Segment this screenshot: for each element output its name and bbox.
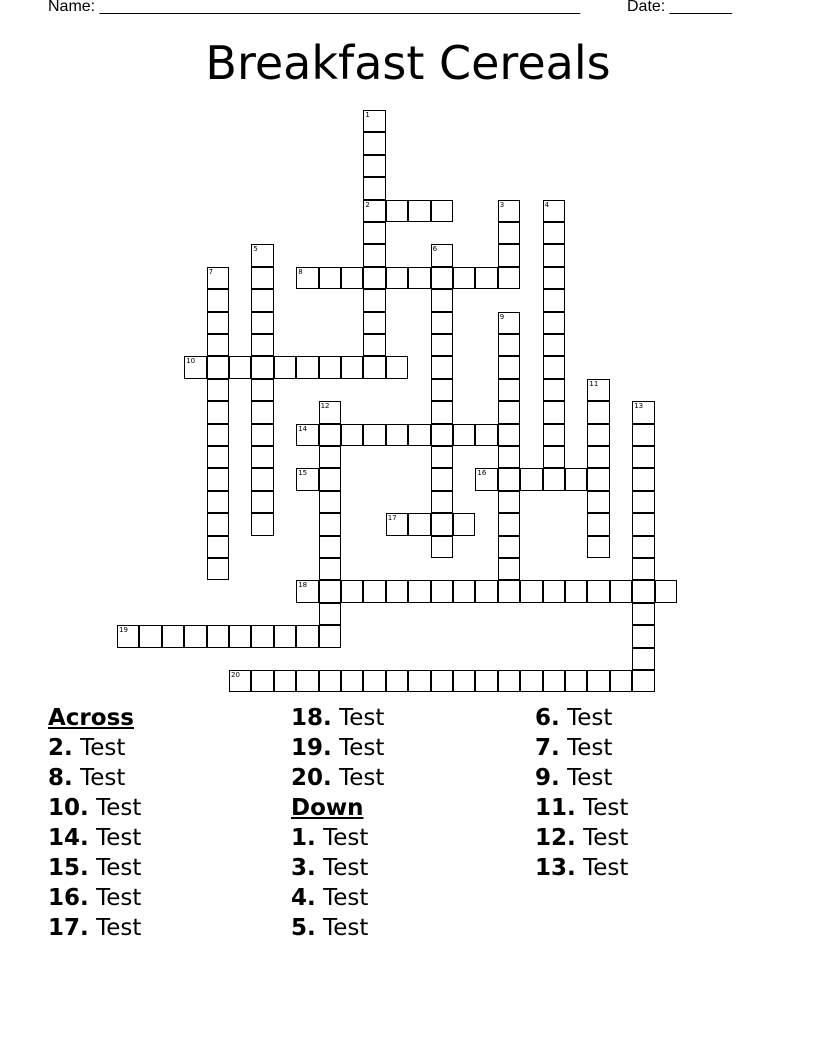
grid-cell[interactable] xyxy=(498,468,520,490)
grid-cell[interactable] xyxy=(632,424,654,446)
grid-cell[interactable] xyxy=(543,334,565,356)
grid-cell[interactable] xyxy=(274,625,296,647)
grid-cell[interactable] xyxy=(319,670,341,692)
grid-cell[interactable] xyxy=(632,446,654,468)
grid-cell[interactable] xyxy=(431,536,453,558)
grid-cell[interactable] xyxy=(296,468,318,490)
grid-cell[interactable] xyxy=(543,401,565,423)
clue-number-label: 9 xyxy=(499,312,505,321)
grid-cell[interactable] xyxy=(498,536,520,558)
clue-number: 7. xyxy=(535,735,560,761)
grid-cell[interactable] xyxy=(543,244,565,266)
page-title: Breakfast Cereals xyxy=(205,36,611,90)
grid-cell[interactable] xyxy=(587,401,609,423)
grid-cell[interactable] xyxy=(543,356,565,378)
clue-text: Test xyxy=(323,915,369,941)
grid-cell[interactable] xyxy=(498,312,520,334)
clue-item xyxy=(291,703,384,733)
grid-cell[interactable] xyxy=(610,670,632,692)
clue-text: Test xyxy=(323,885,369,911)
grid-cell[interactable] xyxy=(184,356,206,378)
grid-cell[interactable] xyxy=(386,513,408,535)
clue-number: 17. xyxy=(48,915,89,941)
grid-cell[interactable] xyxy=(632,558,654,580)
grid-cell[interactable] xyxy=(408,513,430,535)
grid-cell[interactable] xyxy=(498,446,520,468)
clue-number-label: 11 xyxy=(589,379,599,388)
grid-cell[interactable] xyxy=(207,558,229,580)
grid-cell[interactable] xyxy=(251,625,273,647)
grid-cell[interactable] xyxy=(587,468,609,490)
grid-cell[interactable] xyxy=(341,424,363,446)
grid-cell[interactable] xyxy=(207,468,229,490)
grid-cell[interactable] xyxy=(296,580,318,602)
clue-text: Test xyxy=(339,735,385,761)
grid-cell[interactable] xyxy=(319,446,341,468)
grid-cell[interactable] xyxy=(319,558,341,580)
clue-text: Test xyxy=(323,825,369,851)
grid-cell[interactable] xyxy=(363,244,385,266)
grid-cell[interactable] xyxy=(543,312,565,334)
grid-cell[interactable] xyxy=(408,580,430,602)
clue-text: Test xyxy=(96,855,142,881)
grid-cell[interactable] xyxy=(251,513,273,535)
grid-cell[interactable] xyxy=(363,670,385,692)
clue-item xyxy=(535,793,628,823)
grid-cell[interactable] xyxy=(543,446,565,468)
grid-cell[interactable] xyxy=(162,625,184,647)
grid-cell[interactable] xyxy=(296,670,318,692)
grid-cell[interactable] xyxy=(498,424,520,446)
clue-text: Test xyxy=(583,855,629,881)
grid-cell[interactable] xyxy=(319,491,341,513)
grid-cell[interactable] xyxy=(207,356,229,378)
clue-number-label: 3 xyxy=(499,200,505,209)
across-heading: Across xyxy=(48,705,134,731)
clue-text: Test xyxy=(567,705,613,731)
grid-cell[interactable] xyxy=(498,558,520,580)
clue-number-label: 1 xyxy=(365,111,370,119)
clue-item xyxy=(291,853,384,883)
grid-cell[interactable] xyxy=(408,200,430,222)
grid-cell[interactable] xyxy=(453,424,475,446)
grid-cell[interactable] xyxy=(498,244,520,266)
grid-cell[interactable] xyxy=(498,379,520,401)
grid-cell[interactable] xyxy=(565,670,587,692)
grid-cell[interactable] xyxy=(117,625,139,647)
clue-item xyxy=(291,733,384,763)
grid-cell[interactable] xyxy=(319,424,341,446)
grid-cell[interactable] xyxy=(229,356,251,378)
grid-cell[interactable] xyxy=(632,513,654,535)
name-field-label: Name: ______________________________________________________ xyxy=(48,0,581,15)
grid-cell[interactable] xyxy=(251,334,273,356)
grid-cell[interactable] xyxy=(207,312,229,334)
grid-cell[interactable] xyxy=(431,670,453,692)
grid-cell[interactable] xyxy=(296,356,318,378)
grid-cell[interactable] xyxy=(139,625,161,647)
clue-item xyxy=(48,763,141,793)
grid-cell[interactable] xyxy=(565,580,587,602)
grid-cell[interactable] xyxy=(475,580,497,602)
grid-cell[interactable] xyxy=(363,312,385,334)
clue-number-label: 15 xyxy=(298,469,308,478)
grid-cell[interactable] xyxy=(207,401,229,423)
grid-cell[interactable] xyxy=(207,446,229,468)
grid-cell[interactable] xyxy=(207,536,229,558)
clue-item xyxy=(48,793,141,823)
grid-cell[interactable] xyxy=(207,379,229,401)
grid-cell[interactable] xyxy=(319,513,341,535)
clue-number-label: 13 xyxy=(634,402,644,411)
clue-number: 12. xyxy=(535,825,576,851)
grid-cell[interactable] xyxy=(431,289,453,311)
grid-cell[interactable] xyxy=(363,334,385,356)
clue-number-label: 14 xyxy=(298,424,308,433)
clue-item xyxy=(535,703,628,733)
clue-number: 9. xyxy=(535,765,560,791)
grid-cell[interactable] xyxy=(296,625,318,647)
clue-number: 4. xyxy=(291,885,316,911)
clue-number: 11. xyxy=(535,795,576,821)
clue-item xyxy=(291,823,384,853)
grid-cell[interactable] xyxy=(587,446,609,468)
grid-cell[interactable] xyxy=(363,289,385,311)
clue-number: 13. xyxy=(535,855,576,881)
clue-number: 10. xyxy=(48,795,89,821)
grid-cell[interactable] xyxy=(251,468,273,490)
clue-number: 1. xyxy=(291,825,316,851)
grid-cell[interactable] xyxy=(207,334,229,356)
grid-cell[interactable] xyxy=(520,670,542,692)
grid-cell[interactable] xyxy=(498,491,520,513)
grid-cell[interactable] xyxy=(319,401,341,423)
grid-cell[interactable] xyxy=(543,670,565,692)
grid-cell[interactable] xyxy=(498,401,520,423)
grid-cell[interactable] xyxy=(229,625,251,647)
clue-item xyxy=(48,733,141,763)
grid-cell[interactable] xyxy=(475,267,497,289)
clue-number: 6. xyxy=(535,705,560,731)
clue-text: Test xyxy=(583,795,629,821)
grid-cell[interactable] xyxy=(296,267,318,289)
grid-cell[interactable] xyxy=(543,267,565,289)
grid-cell[interactable] xyxy=(363,267,385,289)
clue-item xyxy=(48,883,141,913)
grid-cell[interactable] xyxy=(520,580,542,602)
grid-cell[interactable] xyxy=(431,244,453,266)
grid-cell[interactable] xyxy=(363,177,385,199)
grid-cell[interactable] xyxy=(319,536,341,558)
grid-cell[interactable] xyxy=(431,312,453,334)
clue-number-label: 6 xyxy=(432,245,438,254)
clue-number-label: 17 xyxy=(387,514,397,523)
clue-number-label: 5 xyxy=(253,245,258,254)
clue-number: 19. xyxy=(291,735,332,761)
clue-item xyxy=(291,763,384,793)
clue-number-label: 2 xyxy=(365,200,370,209)
grid-cell[interactable] xyxy=(431,401,453,423)
grid-cell[interactable] xyxy=(587,491,609,513)
clue-text: Test xyxy=(583,825,629,851)
grid-cell[interactable] xyxy=(565,468,587,490)
grid-cell[interactable] xyxy=(207,491,229,513)
grid-cell[interactable] xyxy=(498,334,520,356)
grid-cell[interactable] xyxy=(184,625,206,647)
grid-cell[interactable] xyxy=(251,446,273,468)
grid-cell[interactable] xyxy=(408,267,430,289)
grid-cell[interactable] xyxy=(251,424,273,446)
grid-cell[interactable] xyxy=(251,312,273,334)
grid-cell[interactable] xyxy=(632,670,654,692)
grid-cell[interactable] xyxy=(632,401,654,423)
grid-cell[interactable] xyxy=(520,468,542,490)
grid-cell[interactable] xyxy=(319,356,341,378)
grid-cell[interactable] xyxy=(363,356,385,378)
grid-cell[interactable] xyxy=(475,468,497,490)
grid-cell[interactable] xyxy=(363,132,385,154)
grid-cell[interactable] xyxy=(408,670,430,692)
grid-cell[interactable] xyxy=(587,513,609,535)
grid-cell[interactable] xyxy=(543,580,565,602)
clue-number-label: 8 xyxy=(298,267,303,276)
clue-text: Test xyxy=(567,735,613,761)
grid-cell[interactable] xyxy=(251,379,273,401)
grid-cell[interactable] xyxy=(363,200,385,222)
clue-item xyxy=(291,913,384,943)
grid-cell[interactable] xyxy=(498,222,520,244)
grid-cell[interactable] xyxy=(632,468,654,490)
grid-cell[interactable] xyxy=(251,401,273,423)
grid-cell[interactable] xyxy=(251,267,273,289)
grid-cell[interactable] xyxy=(587,670,609,692)
clue-column-2 xyxy=(291,703,384,943)
grid-cell[interactable] xyxy=(632,580,654,602)
grid-cell[interactable] xyxy=(431,580,453,602)
grid-cell[interactable] xyxy=(498,200,520,222)
clue-item xyxy=(48,823,141,853)
grid-cell[interactable] xyxy=(498,513,520,535)
grid-cell[interactable] xyxy=(229,670,251,692)
grid-cell[interactable] xyxy=(274,670,296,692)
clue-text: Test xyxy=(96,795,142,821)
grid-cell[interactable] xyxy=(319,267,341,289)
clue-number-label: 18 xyxy=(298,581,308,590)
clue-number-label: 7 xyxy=(208,267,214,276)
grid-cell[interactable] xyxy=(319,603,341,625)
grid-cell[interactable] xyxy=(431,379,453,401)
clue-text: Test xyxy=(323,855,369,881)
clue-number: 14. xyxy=(48,825,89,851)
grid-cell[interactable] xyxy=(207,625,229,647)
clue-number-label: 16 xyxy=(477,469,487,478)
grid-cell[interactable] xyxy=(475,424,497,446)
grid-cell[interactable] xyxy=(610,580,632,602)
grid-cell[interactable] xyxy=(251,244,273,266)
grid-cell[interactable] xyxy=(386,580,408,602)
grid-cell[interactable] xyxy=(296,424,318,446)
grid-cell[interactable] xyxy=(274,356,296,378)
grid-cell[interactable] xyxy=(543,468,565,490)
grid-cell[interactable] xyxy=(431,267,453,289)
grid-cell[interactable] xyxy=(251,491,273,513)
grid-cell[interactable] xyxy=(475,670,497,692)
grid-cell[interactable] xyxy=(431,446,453,468)
grid-cell[interactable] xyxy=(632,648,654,670)
grid-cell[interactable] xyxy=(363,110,385,132)
clue-number: 18. xyxy=(291,705,332,731)
clue-number: 20. xyxy=(291,765,332,791)
grid-cell[interactable] xyxy=(251,670,273,692)
clue-number-label: 19 xyxy=(119,626,128,635)
grid-cell[interactable] xyxy=(543,424,565,446)
clue-item xyxy=(48,913,141,943)
grid-cell[interactable] xyxy=(543,289,565,311)
clue-number: 5. xyxy=(291,915,316,941)
grid-cell[interactable] xyxy=(431,424,453,446)
clue-text: Test xyxy=(96,915,142,941)
grid-cell[interactable] xyxy=(498,580,520,602)
clue-number: 15. xyxy=(48,855,89,881)
grid-cell[interactable] xyxy=(632,536,654,558)
clue-text: Test xyxy=(80,765,126,791)
grid-cell[interactable] xyxy=(498,267,520,289)
clue-number-label: 4 xyxy=(544,200,550,209)
grid-cell[interactable] xyxy=(341,356,363,378)
clue-number-label: 12 xyxy=(320,402,330,411)
grid-cell[interactable] xyxy=(386,356,408,378)
grid-cell[interactable] xyxy=(632,603,654,625)
grid-cell[interactable] xyxy=(386,670,408,692)
grid-cell[interactable] xyxy=(543,222,565,244)
grid-cell[interactable] xyxy=(251,289,273,311)
clue-number: 16. xyxy=(48,885,89,911)
clue-text: Test xyxy=(339,765,385,791)
grid-cell[interactable] xyxy=(319,625,341,647)
grid-cell[interactable] xyxy=(453,267,475,289)
grid-cell[interactable] xyxy=(498,356,520,378)
clue-text: Test xyxy=(567,765,613,791)
grid-cell[interactable] xyxy=(319,468,341,490)
grid-cell[interactable] xyxy=(341,267,363,289)
grid-cell[interactable] xyxy=(408,424,430,446)
grid-cell[interactable] xyxy=(431,356,453,378)
clue-text: Test xyxy=(80,735,126,761)
clue-text: Test xyxy=(339,705,385,731)
clue-number: 2. xyxy=(48,735,73,761)
grid-cell[interactable] xyxy=(431,334,453,356)
clue-item xyxy=(535,733,628,763)
grid-cell[interactable] xyxy=(587,424,609,446)
clue-text: Test xyxy=(96,885,142,911)
grid-cell[interactable] xyxy=(251,356,273,378)
grid-cell[interactable] xyxy=(632,625,654,647)
clue-number-label: 20 xyxy=(231,671,240,679)
grid-cell[interactable] xyxy=(655,580,677,602)
down-heading: Down xyxy=(291,795,364,821)
grid-cell[interactable] xyxy=(431,491,453,513)
grid-cell[interactable] xyxy=(207,289,229,311)
grid-cell[interactable] xyxy=(363,580,385,602)
clue-item xyxy=(535,853,628,883)
grid-cell[interactable] xyxy=(386,424,408,446)
grid-cell[interactable] xyxy=(587,379,609,401)
grid-cell[interactable] xyxy=(386,267,408,289)
grid-cell[interactable] xyxy=(363,424,385,446)
grid-cell[interactable] xyxy=(319,580,341,602)
grid-cell[interactable] xyxy=(431,513,453,535)
clue-number: 8. xyxy=(48,765,73,791)
grid-cell[interactable] xyxy=(207,513,229,535)
grid-cell[interactable] xyxy=(453,580,475,602)
grid-cell[interactable] xyxy=(587,580,609,602)
grid-cell[interactable] xyxy=(341,670,363,692)
clue-number: 3. xyxy=(291,855,316,881)
grid-cell[interactable] xyxy=(453,513,475,535)
clue-item xyxy=(291,883,384,913)
grid-cell[interactable] xyxy=(431,468,453,490)
clue-item xyxy=(535,823,628,853)
grid-cell[interactable] xyxy=(453,670,475,692)
grid-cell[interactable] xyxy=(587,536,609,558)
clue-item xyxy=(535,763,628,793)
clue-column-3 xyxy=(535,703,628,883)
date-field-label: Date: _______ xyxy=(627,0,732,15)
clue-column-1 xyxy=(48,703,141,943)
clue-item xyxy=(48,853,141,883)
clue-number-label: 10 xyxy=(186,357,196,366)
grid-cell[interactable] xyxy=(543,379,565,401)
grid-cell[interactable] xyxy=(431,200,453,222)
grid-cell[interactable] xyxy=(543,200,565,222)
grid-cell[interactable] xyxy=(207,424,229,446)
grid-cell[interactable] xyxy=(363,155,385,177)
grid-cell[interactable] xyxy=(498,670,520,692)
grid-cell[interactable] xyxy=(207,267,229,289)
grid-cell[interactable] xyxy=(632,491,654,513)
grid-cell[interactable] xyxy=(386,200,408,222)
clue-text: Test xyxy=(96,825,142,851)
grid-cell[interactable] xyxy=(341,580,363,602)
grid-cell[interactable] xyxy=(363,222,385,244)
